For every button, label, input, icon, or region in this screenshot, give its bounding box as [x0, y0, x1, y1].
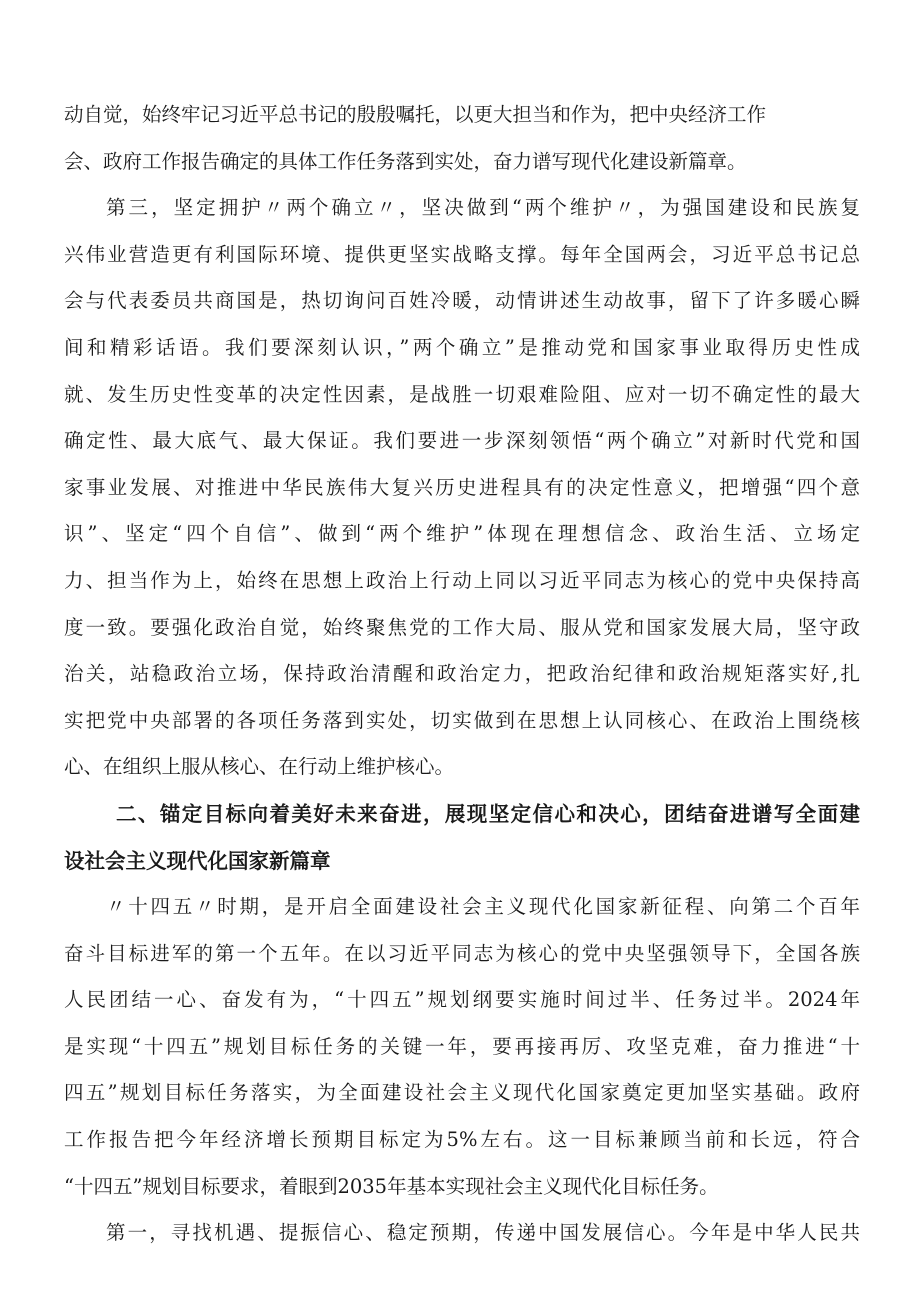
- paragraph-line: 四五”规划目标任务落实，为全面建设社会主义现代化国家奠定更加坚实基础。政府: [64, 1081, 860, 1105]
- paragraph-line: 会与代表委员共商国是，热切询问百姓冷暖，动情讲述生动故事，留下了许多暖心瞬: [64, 289, 860, 313]
- paragraph-line: 识”、坚定“四个自信”、做到“两个维护”体现在理想信念、政治生活、立场定: [64, 522, 860, 546]
- paragraph-line: 确定性、最大底气、最大保证。我们要进一步深刻领悟“两个确立”对新时代党和国: [64, 429, 860, 453]
- paragraph-line: 奋斗目标进军的第一个五年。在以习近平同志为核心的党中央坚强领导下，全国各族: [64, 941, 860, 965]
- paragraph-line: 工作报告把今年经济增长预期目标定为5%左右。这一目标兼顾当前和长远，符合: [64, 1128, 860, 1152]
- paragraph-line: 度一致。要强化政治自觉，始终聚焦党的工作大局、服从党和国家发展大局，坚守政: [64, 615, 860, 639]
- paragraph-line: 第三，坚定拥护〃两个确立〃，坚决做到“两个维护〃，为强国建设和民族复: [106, 196, 860, 220]
- paragraph-line: 会、政府工作报告确定的具体工作任务落到实处，奋力谱写现代化建设新篇章。: [64, 149, 747, 173]
- paragraph-line: 间和精彩话语。我们要深刻认识，”两个确立”是推动党和国家事业取得历史性成: [64, 335, 860, 359]
- paragraph-line: 第一，寻找机遇、提振信心、稳定预期，传递中国发展信心。今年是中华人民共: [106, 1221, 860, 1245]
- document-body: [64, 92, 860, 1257]
- paragraph-line: 动自觉，始终牢记习近平总书记的殷殷嘱托，以更大担当和作为，把中央经济工作: [64, 103, 767, 126]
- paragraph-line: 家事业发展、对推进中华民族伟大复兴历史进程具有的决定性意义，把增强“四个意: [64, 475, 860, 499]
- paragraph-line: 力、担当作为上，始终在思想上政治上行动上同以习近平同志为核心的党中央保持高: [64, 568, 860, 592]
- paragraph-line: 就、发生历史性变革的决定性因素，是战胜一切艰难险阻、应对一切不确定性的最大: [64, 382, 860, 406]
- paragraph-line: 是实现“十四五”规划目标任务的关键一年，要再接再厉、攻坚克难，奋力推进“十: [64, 1034, 860, 1058]
- section-heading-line: 二、锚定目标向着美好未来奋进，展现坚定信心和决心，团结奋进谱写全面建: [116, 801, 860, 826]
- section-heading-line: 设社会主义现代化国家新篇章: [64, 848, 331, 873]
- paragraph-line: 心、在组织上服从核心、在行动上维护核心。: [64, 755, 455, 779]
- paragraph-line: 〃十四五〃时期，是开启全面建设社会主义现代化国家新征程、向第二个百年: [106, 895, 860, 919]
- paragraph-line: 实把党中央部署的各项任务落到实处，切实做到在思想上认同核心、在政治上围绕核: [64, 708, 860, 732]
- paragraph-line: “十四五”规划目标要求，着眼到2035年基本实现社会主义现代化目标任务。: [64, 1174, 719, 1198]
- paragraph-line: 人民团结一心、奋发有为，“十四五”规划纲要实施时间过半、任务过半。2024年: [64, 988, 860, 1012]
- paragraph-line: 兴伟业营造更有利国际环境、提供更坚实战略支撑。每年全国两会，习近平总书记总: [64, 242, 860, 266]
- paragraph-line: 治关，站稳政治立场，保持政治清醒和政治定力，把政治纪律和政治规矩落实好,扎: [64, 662, 860, 686]
